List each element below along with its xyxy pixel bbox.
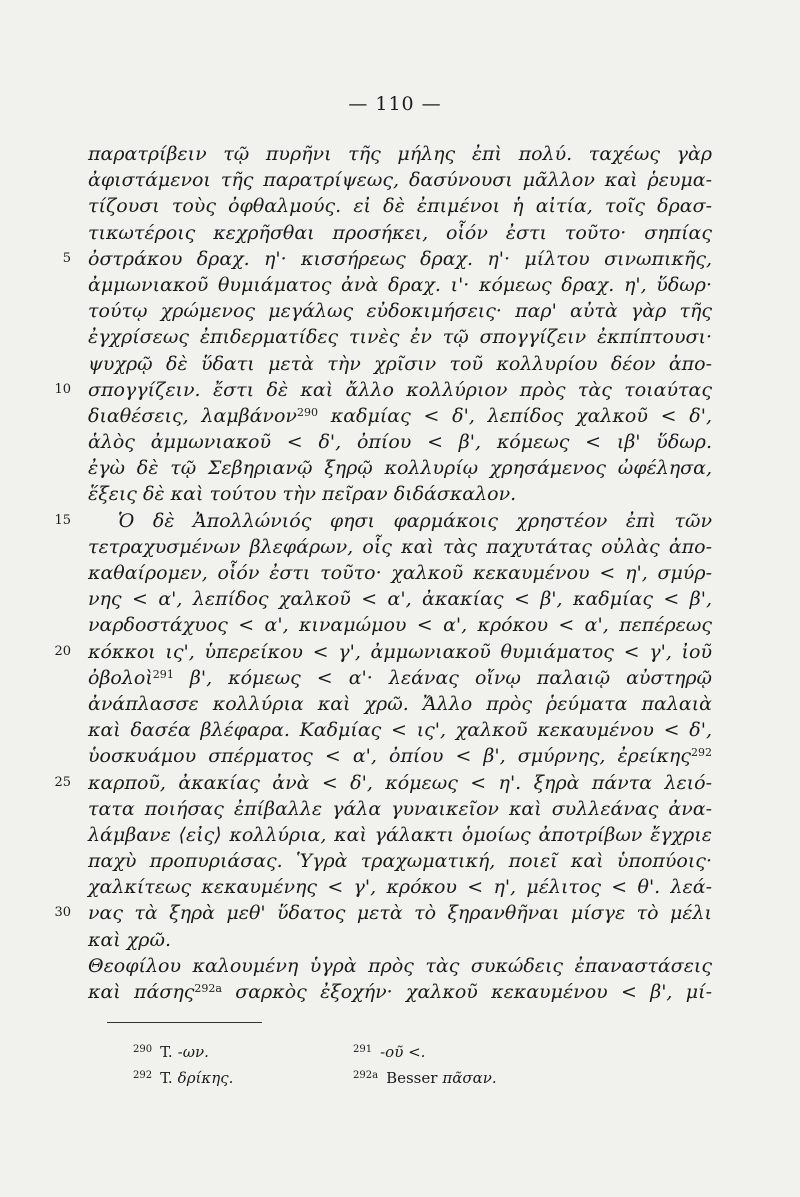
line-number: 30: [54, 905, 71, 921]
line-text: [88, 141, 712, 167]
text-line: [88, 351, 712, 377]
text-line: [88, 717, 712, 743]
text-line: [54, 770, 712, 796]
text-run: ἀμμωνιακοῦ θυμιάματος ἀνὰ δραχ. ι'· κόμεως δραχ. η', ὕδωρ·: [88, 273, 712, 296]
line-text: [88, 979, 712, 1005]
line-text: [88, 455, 712, 481]
text-run: ἕξεις δὲ καὶ τούτου τὴν πεῖραν διδάσκαλον.: [88, 483, 517, 506]
text-run: σπογγίζειν. ἔστι δὲ καὶ ἄλλο κολλύριον πρὸς τὰς τοιαύτας: [88, 378, 712, 401]
footnote: [353, 1039, 425, 1063]
text-run: καθαίρομεν, οἷόν ἐστι τοῦτο· χαλκοῦ κεκαυμένου < η', σμύρ-: [88, 562, 712, 584]
text-run: λάμβανε ⟨εἰς⟩ κολλύρια, καὶ γάλακτι ὁμοίως ἀποτρίβων ἔγχριε: [88, 823, 712, 846]
text-line: [54, 508, 712, 534]
text-line: [88, 822, 712, 848]
text-line: [88, 848, 712, 874]
footnote-mark: 292a: [353, 1070, 379, 1081]
footnote-reading: πᾶσαν.: [442, 1069, 497, 1087]
page-number-header: — 110 —: [348, 93, 442, 115]
text-run: διαθέσεις, λαμβάνον: [88, 404, 297, 427]
line-text: [88, 429, 712, 455]
footnote-rule: [107, 1022, 262, 1023]
line-number: 20: [54, 643, 71, 659]
line-text: [88, 481, 516, 507]
text-line: [88, 560, 712, 586]
line-text: [88, 953, 712, 979]
line-text: [88, 691, 712, 717]
body-text: [54, 141, 713, 1005]
text-line: [88, 534, 712, 560]
text-line: [88, 691, 712, 717]
text-run: τατα ποιήσας ἐπίβαλλε γάλα γυναικεῖον καὶ συλλεάνας ἀνα-: [88, 797, 712, 820]
line-text: [88, 403, 712, 429]
text-run: Θεοφίλου καλουμένη ὑγρὰ πρὸς τὰς συκώδεις ἐπαναστάσεις: [88, 954, 712, 977]
line-text: [88, 246, 712, 272]
line-text: [88, 874, 712, 900]
footnote: [133, 1065, 233, 1089]
text-line: [88, 953, 712, 979]
text-run: παρατρίβειν τῷ πυρῆνι τῆς μήλης ἐπὶ πολύ. ταχέως γὰρ: [88, 143, 712, 165]
text-line: [88, 298, 712, 324]
line-text: [118, 508, 712, 534]
line-text: [88, 534, 712, 560]
footnote-reading: δρίκης.: [177, 1069, 234, 1087]
text-line: [88, 193, 712, 219]
text-run: τικωτέροις κεχρῆσθαι προσήκει, οἷόν ἐστι τοῦτο· σηπίας: [88, 221, 712, 244]
line-text: [88, 796, 712, 822]
text-line: [88, 272, 712, 298]
line-text: [88, 927, 171, 953]
text-run: ὀβολοὶ: [88, 666, 153, 689]
line-text: [88, 900, 712, 926]
text-line: [88, 586, 712, 612]
text-run: σαρκὸς ἐξοχήν· χαλκοῦ κεκαυμένου < β', μί-: [221, 981, 712, 1003]
text-line: [54, 900, 712, 926]
text-run: ψυχρῷ δὲ ὕδατι μετὰ τὴν χρῖσιν τοῦ κολλυρίου δέον ἀπο-: [88, 352, 712, 375]
line-text: [88, 639, 712, 665]
footnote-source: T.: [160, 1069, 173, 1087]
text-run: ὀστράκου δραχ. η'· κισσήρεως δραχ. η'· μίλτου σινωπικῆς,: [88, 247, 712, 270]
text-run: ἐγχρίσεως ἐπιδερματίδες τινὲς ἐν τῷ σπογγίζειν ἐκπίπτουσι·: [88, 326, 712, 349]
text-run: τετραχυσμένων βλεφάρων, οἷς καὶ τὰς παχυτάτας οὐλὰς ἀπο-: [88, 535, 712, 558]
line-text: [88, 743, 712, 769]
text-line: [88, 220, 712, 246]
line-text: [88, 351, 712, 377]
text-run: ἁλὸς ἀμμωνιακοῦ < δ', ὀπίου < β', κόμεως < ιβ' ὕδωρ.: [88, 431, 712, 454]
text-run: Ὁ δὲ Ἀπολλώνιός φησι φαρμάκοις χρηστέον ἐπὶ τῶν: [118, 509, 712, 532]
text-run: καὶ πάσης: [88, 981, 195, 1003]
footnote: [133, 1039, 209, 1063]
line-text: [88, 822, 712, 848]
footnote-reference: 291: [152, 667, 174, 681]
text-line: [88, 324, 712, 350]
text-run: παχὺ προπυριάσας. Ὑγρὰ τραχωματική, ποιεῖ καὶ ὑποπύοις·: [88, 850, 712, 873]
text-run: ἀφιστάμενοι τῆς παρατρίψεως, δασύνουσι μᾶλλον καὶ ῥευμα-: [88, 169, 712, 192]
text-run: καδμίας < δ', λεπίδος χαλκοῦ < δ',: [318, 404, 713, 427]
footnote-mark: 290: [133, 1044, 153, 1055]
text-run: τούτῳ χρώμενος μεγάλως εὐδοκιμήσεις· παρ' αὐτὰ γὰρ τῆς: [88, 300, 712, 323]
text-line: [88, 455, 712, 481]
footnote-source: T.: [160, 1043, 173, 1061]
line-text: [88, 848, 712, 874]
text-line: [62, 246, 712, 272]
line-text: [88, 717, 712, 743]
line-text: [88, 377, 712, 403]
line-text: [88, 324, 712, 350]
footnote-source: Besser: [386, 1069, 438, 1087]
text-run: ναρδοστάχυος < α', κιναμώμου < α', κρόκου < α', πεπέρεως: [88, 614, 712, 637]
footnote-mark: 292: [133, 1070, 153, 1081]
text-run: καρποῦ, ἀκακίας ἀνὰ < δ', κόμεως < η'. ξηρὰ πάντα λειό-: [88, 771, 712, 794]
footnote-reading: -ων.: [177, 1043, 209, 1061]
text-line: [88, 796, 712, 822]
line-text: [88, 612, 712, 638]
footnote-reference: 292a: [194, 981, 222, 995]
text-line: [88, 429, 712, 455]
line-text: [88, 220, 712, 246]
line-text: [88, 770, 712, 796]
text-line: [88, 612, 712, 638]
text-line: [88, 665, 712, 691]
line-number: 15: [54, 512, 71, 528]
text-line: [88, 874, 712, 900]
line-text: [88, 560, 712, 586]
line-text: [88, 586, 712, 612]
line-number: 10: [54, 381, 71, 397]
text-line: [54, 639, 712, 665]
text-line: [54, 377, 712, 403]
text-run: νης < α', λεπίδος χαλκοῦ < α', ἀκακίας < β', καδμίας < β',: [88, 588, 712, 611]
text-line: [88, 141, 712, 167]
text-line: [88, 481, 712, 507]
text-run: καὶ δασέα βλέφαρα. Καδμίας < ις', χαλκοῦ κεκαυμένου < δ',: [88, 719, 712, 742]
text-run: ὑοσκυάμου σπέρματος < α', ὀπίου < β', σμύρνης, ἐρείκης: [88, 745, 691, 768]
footnote-reference: 292: [690, 746, 712, 760]
line-number: 5: [62, 250, 71, 266]
text-run: κόκκοι ις', ὑπερείκου < γ', ἀμμωνιακοῦ θυμιάματος < γ', ἰοῦ: [88, 640, 712, 663]
line-text: [88, 167, 712, 193]
footnote-mark: 291: [353, 1044, 373, 1055]
text-line: [88, 167, 712, 193]
footnote: [353, 1065, 497, 1089]
line-number: 25: [54, 774, 71, 790]
text-run: ἐγὼ δὲ τῷ Σεβηριανῷ ξηρῷ κολλυρίῳ χρησάμενος ὠφέλησα,: [88, 457, 712, 480]
text-line: [88, 743, 712, 769]
text-line: [88, 979, 712, 1005]
line-text: [88, 665, 712, 691]
text-line: [88, 927, 712, 953]
line-text: [88, 272, 712, 298]
text-run: καὶ χρῶ.: [88, 928, 171, 951]
footnote-reading: -οῦ <.: [380, 1043, 426, 1061]
line-text: [88, 298, 712, 324]
text-line: [88, 403, 712, 429]
text-run: χαλκίτεως κεκαυμένης < γ', κρόκου < η', μέλιτος < θ'. λεά-: [88, 876, 712, 899]
text-run: τίζουσι τοὺς ὀφθαλμούς. εἰ δὲ ἐπιμένοι ἡ αἰτία, τοῖς δρασ-: [88, 195, 712, 218]
text-run: νας τὰ ξηρὰ μεθ' ὕδατος μετὰ τὸ ξηρανθῆναι μίσγε τὸ μέλι: [88, 902, 712, 925]
text-run: β', κόμεως < α'· λεάνας οἴνῳ παλαιῷ αὐστηρῷ: [173, 666, 712, 689]
line-text: [88, 193, 712, 219]
footnote-reference: 290: [296, 405, 319, 419]
text-run: ἀνάπλασσε κολλύρια καὶ χρῶ. Ἄλλο πρὸς ῥεύματα παλαιὰ: [88, 692, 712, 715]
